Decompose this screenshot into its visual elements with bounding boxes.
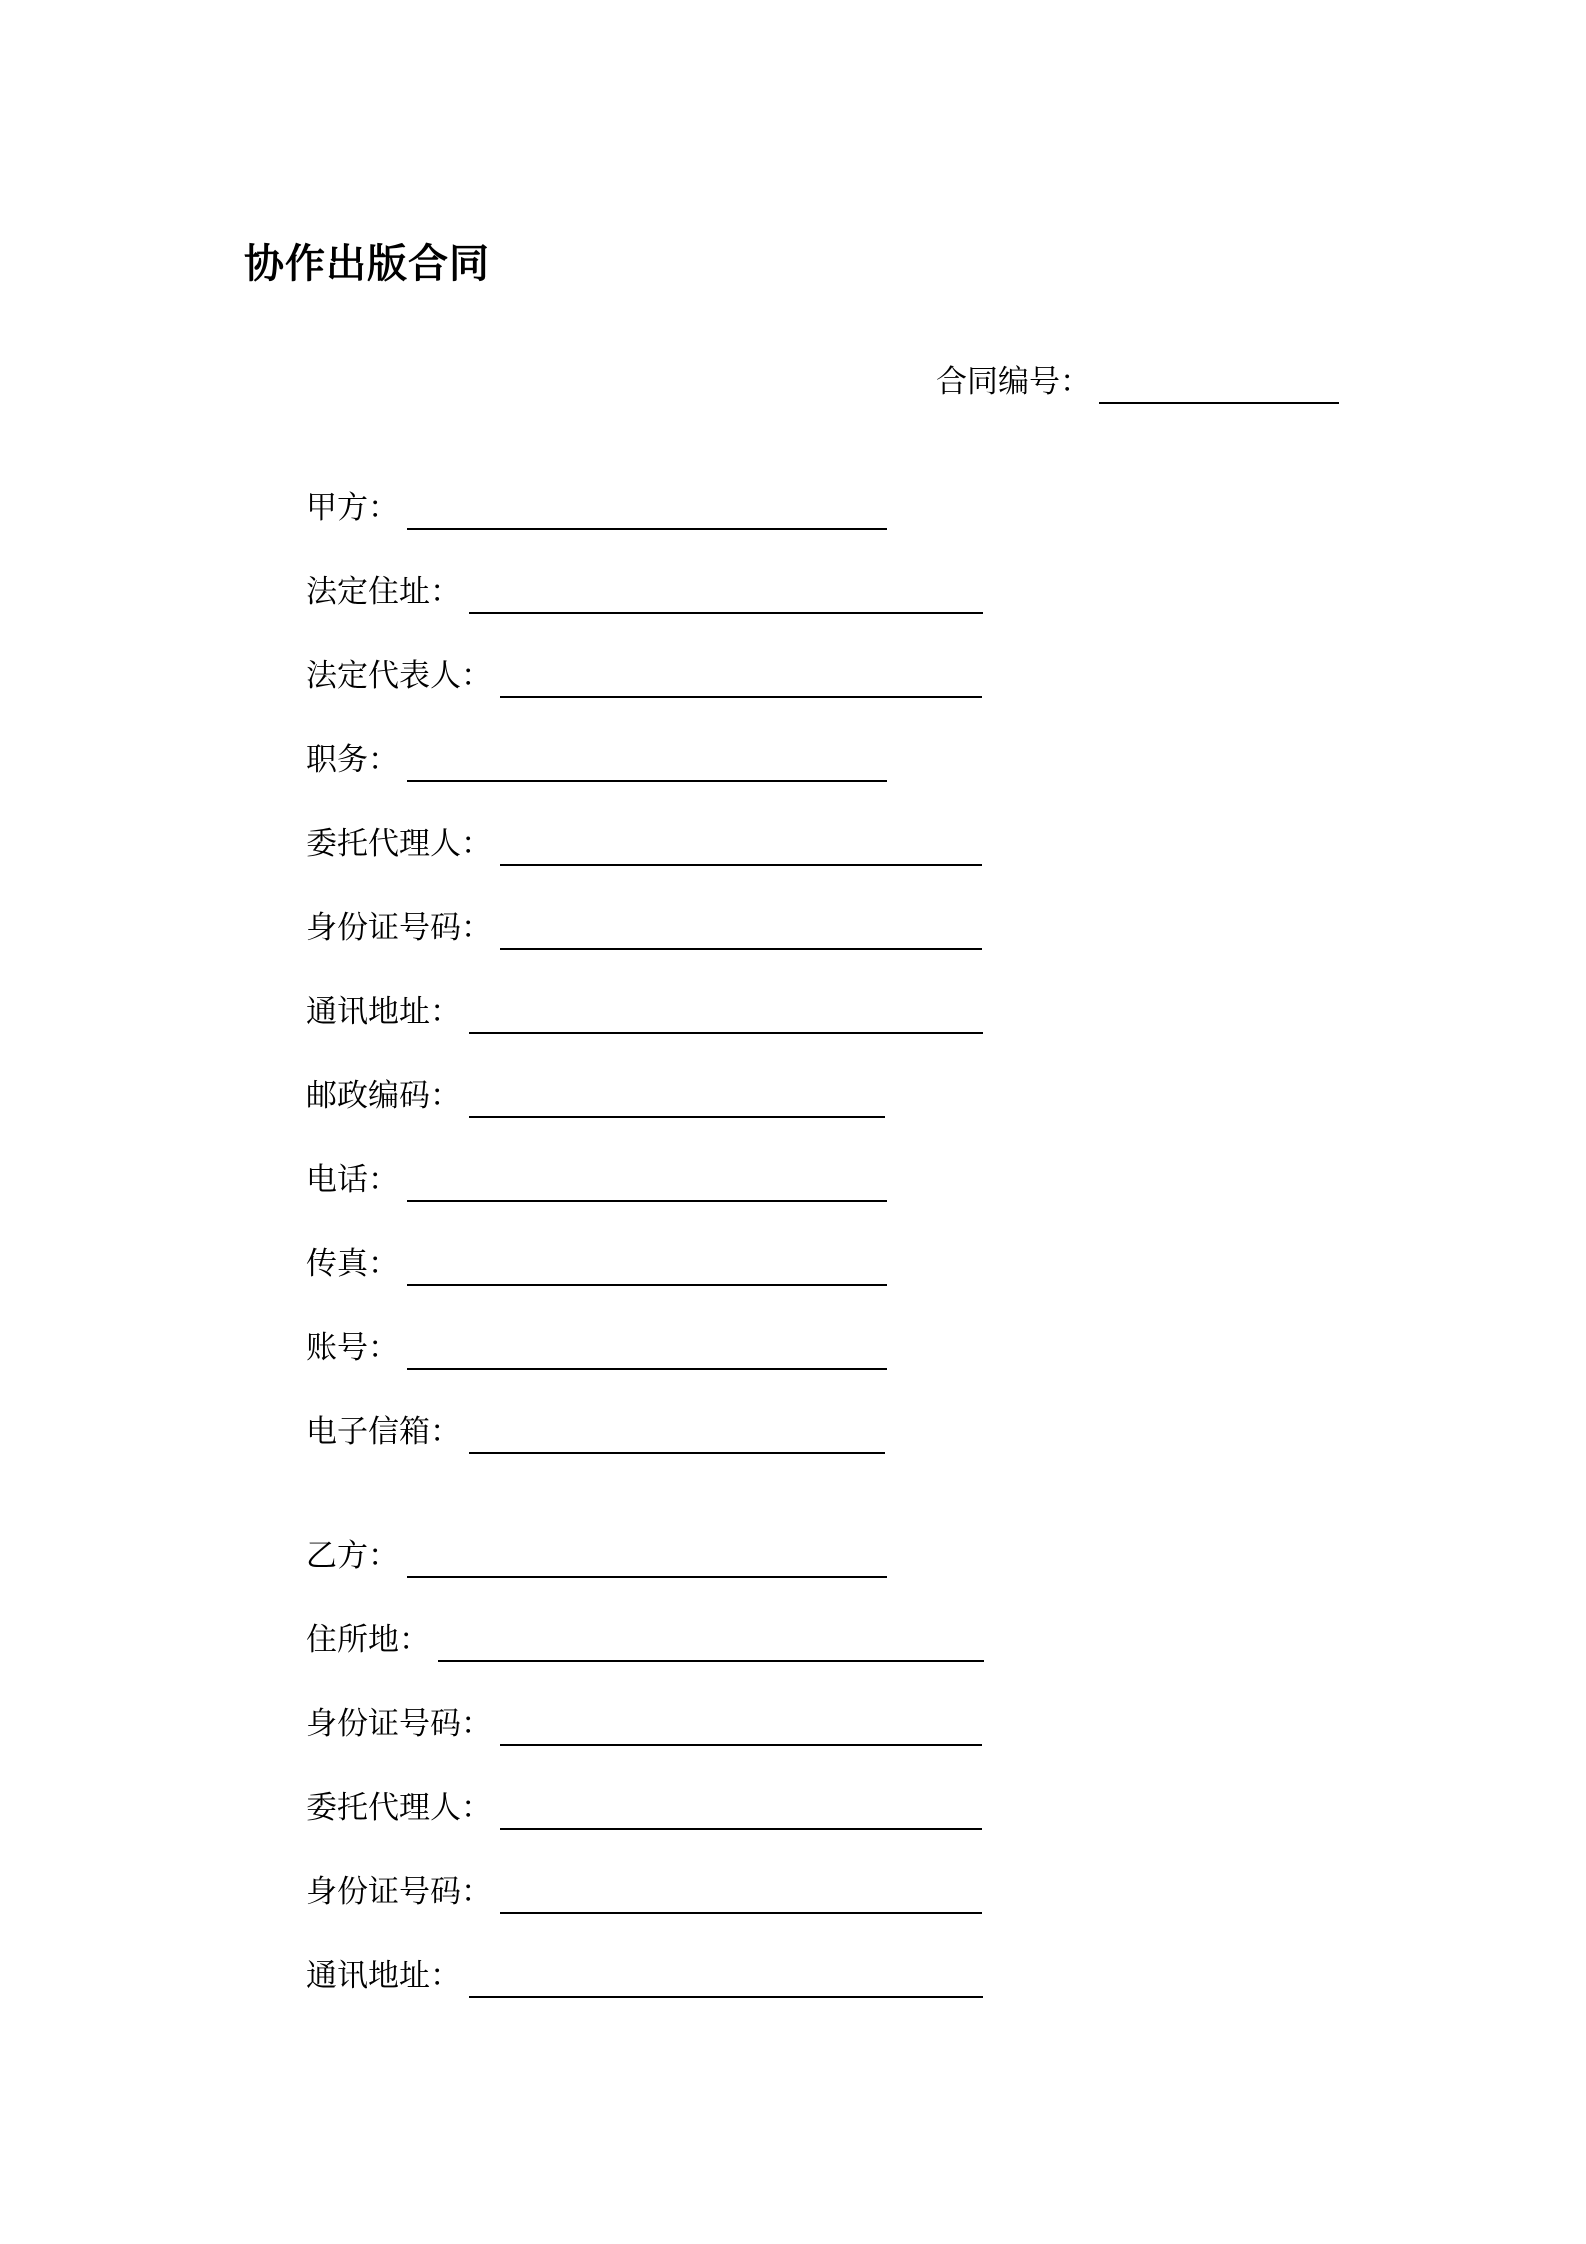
legal-address-label: 法定住址： [306,574,461,610]
party-b-id-number-label: 身份证号码： [306,1706,492,1742]
account-label: 账号： [306,1330,399,1366]
party-a-id-number-label: 身份证号码： [306,910,492,946]
party-a-label: 甲方： [306,490,399,526]
party-b-id-number-blank[interactable] [500,1704,982,1746]
residence-blank[interactable] [438,1620,984,1662]
party-b-blank[interactable] [407,1536,887,1578]
party-a-field [306,486,887,530]
position-field [306,738,887,782]
contract-number-label: 合同编号： [936,364,1091,400]
email-field [306,1410,885,1454]
email-blank[interactable] [469,1412,885,1454]
phone-blank[interactable] [407,1160,887,1202]
legal-representative-field [306,654,982,698]
party-b-label: 乙方： [306,1538,399,1574]
postal-code-field [306,1074,885,1118]
account-field [306,1326,887,1370]
legal-representative-label: 法定代表人： [306,658,492,694]
legal-address-field [306,570,983,614]
party-b-agent-id-number-blank[interactable] [500,1872,982,1914]
party-a-mailing-address-field [306,990,983,1034]
contract-number-field [936,360,1339,404]
party-b-agent-label: 委托代理人： [306,1790,492,1826]
party-a-id-number-field [306,906,982,950]
party-b-field [306,1534,887,1578]
party-b-mailing-address-blank[interactable] [469,1956,983,1998]
party-b-id-number-field [306,1702,982,1746]
position-blank[interactable] [407,740,887,782]
phone-field [306,1158,887,1202]
party-a-agent-field [306,822,982,866]
party-b-agent-blank[interactable] [500,1788,982,1830]
fax-field [306,1242,887,1286]
residence-field [306,1618,984,1662]
residence-label: 住所地： [306,1622,430,1658]
email-label: 电子信箱： [306,1414,461,1450]
party-b-agent-id-number-field [306,1870,982,1914]
party-b-agent-field [306,1786,982,1830]
postal-code-blank[interactable] [469,1076,885,1118]
account-blank[interactable] [407,1328,887,1370]
position-label: 职务： [306,742,399,778]
party-a-agent-label: 委托代理人： [306,826,492,862]
fax-label: 传真： [306,1246,399,1282]
contract-number-blank[interactable] [1099,362,1339,404]
fax-blank[interactable] [407,1244,887,1286]
party-a-mailing-address-label: 通讯地址： [306,994,461,1030]
party-a-agent-blank[interactable] [500,824,982,866]
party-a-mailing-address-blank[interactable] [469,992,983,1034]
party-b-mailing-address-label: 通讯地址： [306,1958,461,1994]
postal-code-label: 邮政编码： [306,1078,461,1114]
party-a-id-number-blank[interactable] [500,908,982,950]
party-b-mailing-address-field [306,1954,983,1998]
party-a-blank[interactable] [407,488,887,530]
legal-representative-blank[interactable] [500,656,982,698]
phone-label: 电话： [306,1162,399,1198]
legal-address-blank[interactable] [469,572,983,614]
party-b-agent-id-number-label: 身份证号码： [306,1874,492,1910]
document-title: 协作出版合同 [244,241,490,287]
